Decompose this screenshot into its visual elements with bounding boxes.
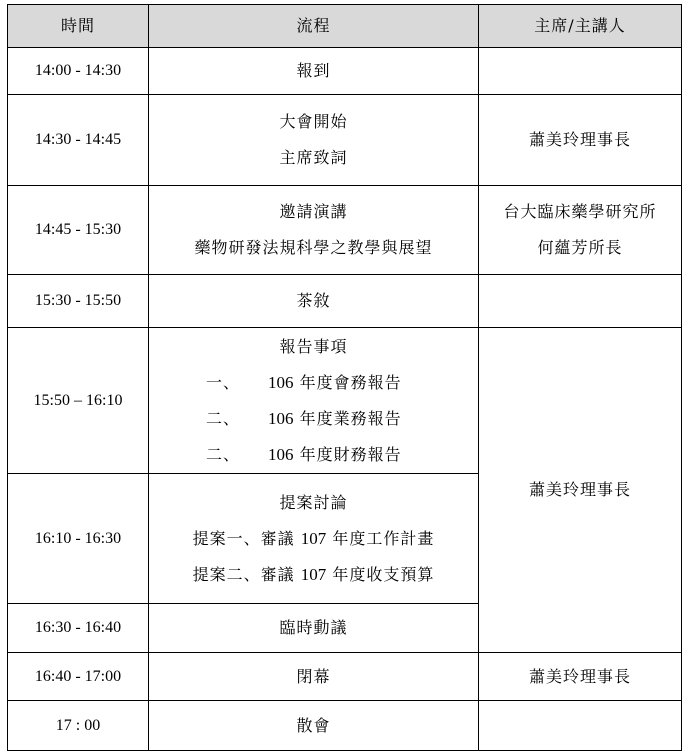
flow-cell <box>149 701 479 751</box>
host-cell <box>479 275 682 328</box>
flow-cell <box>149 275 479 328</box>
proposal-prefix: 提案一、審議 <box>192 528 295 548</box>
time-cell: 14:00 - 14:30 <box>8 48 149 95</box>
proposal-prefix: 提案二、審議 <box>192 564 295 584</box>
time-cell: 14:45 - 15:30 <box>8 186 149 275</box>
item-mark: 二、 <box>206 408 241 428</box>
time-cell: 16:40 - 17:00 <box>8 653 149 701</box>
table-row <box>8 275 682 328</box>
host-text: 何蘊芳所長 <box>537 238 623 257</box>
flow-cell <box>149 48 479 95</box>
flow-text: 臨時動議 <box>279 618 348 637</box>
report-item <box>149 401 478 437</box>
host-text: 台大臨床藥學研究所 <box>503 202 657 221</box>
host-text: 蕭美玲理事長 <box>528 130 631 149</box>
proposal-number: 107 <box>300 564 327 584</box>
host-cell <box>479 701 682 751</box>
item-mark: 二、 <box>206 444 241 464</box>
host-text: 蕭美玲理事長 <box>528 666 631 686</box>
proposal-text: 年度收支預算 <box>332 564 435 584</box>
flow-cell <box>149 186 479 275</box>
proposal-line <box>149 557 478 593</box>
flow-text: 藥物研發法規科學之教學與展望 <box>194 238 433 257</box>
host-cell <box>479 186 682 275</box>
item-text: 年度財務報告 <box>299 444 402 464</box>
flow-text: 主席致詞 <box>279 148 348 167</box>
table-row <box>8 653 682 701</box>
host-cell <box>479 328 682 653</box>
item-text: 年度業務報告 <box>299 408 402 428</box>
proposal-text: 年度工作計畫 <box>332 528 435 548</box>
flow-cell <box>149 474 479 604</box>
header-flow: 流程 <box>149 5 479 48</box>
flow-text: 報到 <box>296 61 331 80</box>
flow-text: 邀請演講 <box>279 202 348 221</box>
item-number: 106 <box>268 444 294 464</box>
flow-text: 散會 <box>296 715 331 735</box>
host-cell <box>479 48 682 95</box>
table-row <box>8 95 682 186</box>
item-number: 106 <box>268 372 294 392</box>
time-cell: 16:10 - 16:30 <box>8 474 149 604</box>
time-cell: 14:30 - 14:45 <box>8 95 149 186</box>
flow-cell <box>149 95 479 186</box>
table-header-row <box>8 5 682 48</box>
report-item <box>149 365 478 401</box>
table-row <box>8 48 682 95</box>
host-cell <box>479 653 682 701</box>
table-row <box>8 328 682 474</box>
table-row <box>8 186 682 275</box>
agenda-table <box>7 4 682 751</box>
item-text: 年度會務報告 <box>299 372 402 392</box>
flow-title: 提案討論 <box>279 492 348 512</box>
time-cell: 16:30 - 16:40 <box>8 604 149 653</box>
header-time: 時間 <box>8 5 149 48</box>
header-host: 主席/主講人 <box>479 5 682 48</box>
flow-cell <box>149 604 479 653</box>
host-text: 蕭美玲理事長 <box>528 480 631 499</box>
flow-title: 報告事項 <box>279 336 348 356</box>
time-cell: 15:50 – 16:10 <box>8 328 149 474</box>
item-mark: 一、 <box>206 372 241 392</box>
report-item <box>149 437 478 473</box>
time-cell: 15:30 - 15:50 <box>8 275 149 328</box>
flow-text: 茶敘 <box>296 291 331 310</box>
host-cell <box>479 95 682 186</box>
flow-cell <box>149 328 479 474</box>
proposal-number: 107 <box>300 528 327 548</box>
flow-cell <box>149 653 479 701</box>
flow-text: 閉幕 <box>296 666 331 686</box>
time-cell: 17 : 00 <box>8 701 149 751</box>
table-row <box>8 701 682 751</box>
item-number: 106 <box>268 408 294 428</box>
proposal-line <box>149 521 478 557</box>
flow-text: 大會開始 <box>279 112 348 131</box>
